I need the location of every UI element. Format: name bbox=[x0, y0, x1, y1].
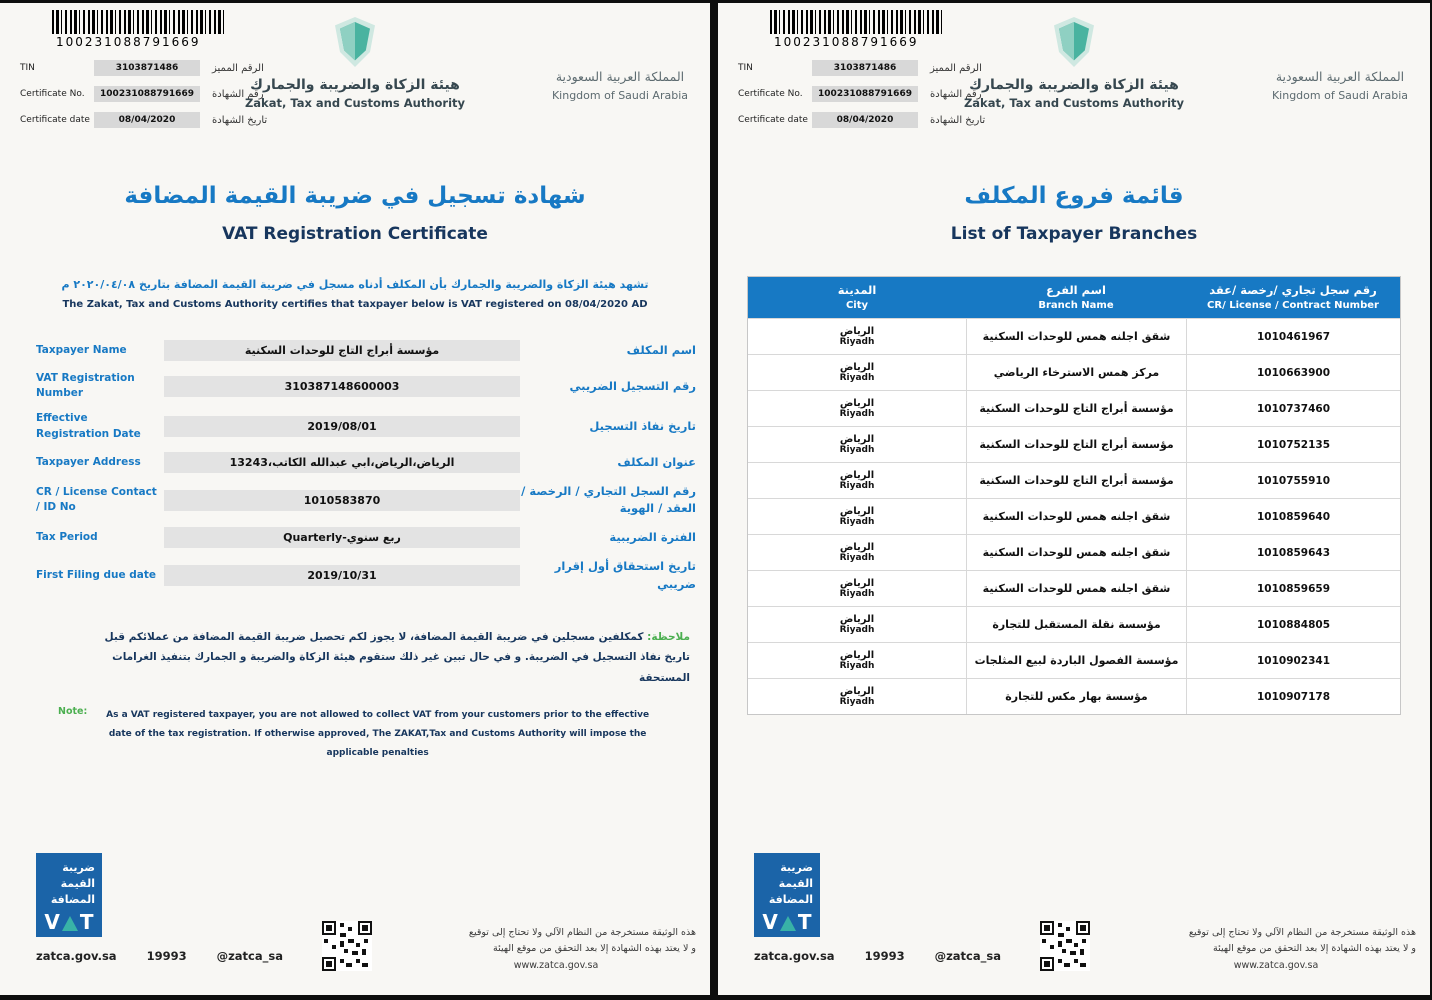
field-label-ar: عنوان المكلف bbox=[617, 454, 696, 469]
certificate-fields bbox=[36, 340, 696, 593]
branch-number-cell bbox=[1186, 678, 1400, 714]
disclaimer-line1: هذه الوثيقة مستخرجة من النظام الآلي ولا تحتاج إلى توقيع bbox=[1188, 927, 1416, 938]
certificate-no-label-en: Certificate No. bbox=[738, 89, 803, 99]
phone-text: 19993 bbox=[146, 949, 187, 963]
tin-label-en: TIN bbox=[20, 63, 35, 73]
authority-name-en: Zakat, Tax and Customs Authority bbox=[963, 96, 1185, 110]
branch-name-cell bbox=[966, 318, 1186, 354]
city-en: Riyadh bbox=[839, 661, 875, 671]
vat-logo-ar-line1: ضريبة bbox=[780, 861, 813, 874]
kingdom-name-en: Kingdom of Saudi Arabia bbox=[1271, 89, 1408, 102]
branch-city-cell bbox=[748, 318, 966, 354]
branch-name-column-header bbox=[966, 277, 1186, 318]
branch-name-cell bbox=[966, 498, 1186, 534]
certificate-no-value: 100231088791669 bbox=[812, 86, 918, 102]
vat-logo bbox=[36, 853, 102, 937]
branch-name: شقق اجلنه همس للوحدات السكنية bbox=[982, 330, 1171, 343]
authority-name-en: Zakat, Tax and Customs Authority bbox=[244, 96, 466, 110]
branch-city-cell bbox=[748, 390, 966, 426]
city-ar: الرياض bbox=[839, 542, 875, 553]
certificate-date-label-ar: تاريخ الشهادة bbox=[930, 114, 986, 126]
field-label-en: Effective Registration Date bbox=[36, 412, 141, 440]
branches-title-en: List of Taxpayer Branches bbox=[950, 224, 1198, 244]
vat-logo-v: V bbox=[44, 909, 60, 934]
qr-code bbox=[322, 921, 372, 971]
branch-header-ar: اسم الفرع bbox=[1046, 283, 1106, 297]
city-ar: الرياض bbox=[839, 362, 875, 373]
kingdom-name bbox=[1272, 69, 1408, 102]
cr-number-column-header bbox=[1186, 277, 1400, 318]
branch-row bbox=[748, 678, 1400, 714]
vat-triangle-icon bbox=[780, 916, 796, 931]
effective-registration-date-row bbox=[36, 411, 696, 441]
disclaimer-line1: هذه الوثيقة مستخرجة من النظام الآلي ولا تحتاج إلى توقيع bbox=[468, 927, 696, 938]
branch-row bbox=[748, 642, 1400, 678]
vat-certificate-page bbox=[0, 3, 710, 995]
barcode-number: 100231088791669 bbox=[56, 35, 201, 49]
field-label-ar: الفترة الضريبية bbox=[609, 530, 696, 545]
cr-license-value: 1010583870 bbox=[164, 490, 520, 511]
field-label-en: First Filing due date bbox=[36, 569, 157, 582]
qr-code bbox=[1040, 921, 1090, 971]
vat-logo-word bbox=[43, 909, 95, 934]
authority-logo-block bbox=[190, 15, 520, 110]
branch-city-cell bbox=[748, 606, 966, 642]
city-ar: الرياض bbox=[839, 614, 875, 625]
branch-number-cell bbox=[1186, 354, 1400, 390]
branch-city-cell bbox=[748, 354, 966, 390]
tin-value: 3103871486 bbox=[94, 60, 200, 76]
branch-name: مؤسسة بهار مكس للتجارة bbox=[1005, 690, 1148, 703]
branch-row bbox=[748, 606, 1400, 642]
certificate-date-label-en: Certificate date bbox=[20, 115, 90, 125]
field-label-ar: تاريخ استحقاق أول إقرار ضريبي bbox=[554, 559, 696, 591]
branch-city-cell bbox=[748, 642, 966, 678]
certificate-date-value: 08/04/2020 bbox=[94, 112, 200, 128]
branch-city-cell bbox=[748, 678, 966, 714]
certificate-title-ar: شهادة تسجيل في ضريبة القيمة المضافة bbox=[124, 183, 586, 209]
tax-period-row bbox=[36, 527, 696, 548]
branch-header-en: Branch Name bbox=[1038, 300, 1114, 311]
vat-logo-ar-line3: المضافة bbox=[50, 892, 95, 906]
cr-license-row bbox=[36, 483, 696, 518]
city-ar: الرياض bbox=[839, 578, 875, 589]
city-en: Riyadh bbox=[839, 517, 875, 527]
branch-number-cell bbox=[1186, 318, 1400, 354]
branches-title-ar: قائمة فروع المكلف bbox=[964, 183, 1184, 209]
branch-name: مؤسسة أبراج التاج للوحدات السكنية bbox=[979, 402, 1174, 415]
tin-label-ar: الرقم المميز bbox=[212, 62, 264, 74]
vat-logo-ar-line1: ضريبة bbox=[62, 861, 95, 874]
barcode-number: 100231088791669 bbox=[774, 35, 919, 49]
city-en: Riyadh bbox=[839, 373, 875, 383]
branch-city-cell bbox=[748, 498, 966, 534]
tin-label-en: TIN bbox=[738, 63, 753, 73]
authority-name-ar: هيئة الزكاة والضريبة والجمارك bbox=[969, 77, 1179, 93]
vat-logo-ar-line3: المضافة bbox=[768, 892, 813, 906]
note-text-en: As a VAT registered taxpayer, you are not allowed to collect VAT from your customers prior to the effective date of the tax registration. If otherwise approved, The ZAKAT,Tax and Customs Authority will impose the applicable penalties bbox=[106, 710, 650, 759]
branch-city-cell bbox=[748, 462, 966, 498]
certificate-no-value: 100231088791669 bbox=[94, 86, 200, 102]
city-en: Riyadh bbox=[839, 697, 875, 707]
branch-row bbox=[748, 498, 1400, 534]
vat-logo bbox=[754, 853, 820, 937]
city-en: Riyadh bbox=[839, 445, 875, 455]
city-en: Riyadh bbox=[839, 409, 875, 419]
branch-name-cell bbox=[966, 534, 1186, 570]
city-en: Riyadh bbox=[839, 589, 875, 599]
vat-logo-ar-line2: القيمة bbox=[778, 876, 813, 890]
certificate-title-en: VAT Registration Certificate bbox=[222, 224, 488, 244]
city-en: Riyadh bbox=[839, 553, 875, 563]
footer-disclaimer bbox=[416, 925, 696, 974]
kingdom-name-ar: المملكة العربية السعودية bbox=[1275, 69, 1405, 84]
disclaimer-url: www.zatca.gov.sa bbox=[1233, 960, 1319, 972]
first-filing-due-date-row bbox=[36, 558, 696, 593]
zatca-logo-icon bbox=[330, 15, 380, 69]
taxpayer-name-row bbox=[36, 340, 696, 361]
branch-number: 1010907178 bbox=[1256, 690, 1331, 703]
branch-number: 1010752135 bbox=[1256, 438, 1331, 451]
field-label-ar: رقم السجل التجاري / الرخصة / العقد / الهوية bbox=[521, 483, 696, 516]
tin-value: 3103871486 bbox=[812, 60, 918, 76]
note-arabic bbox=[95, 627, 690, 688]
branch-number: 1010461967 bbox=[1256, 330, 1331, 343]
kingdom-name-en: Kingdom of Saudi Arabia bbox=[551, 89, 688, 102]
branch-number-cell bbox=[1186, 606, 1400, 642]
field-label-ar: رقم التسجيل الضريبي bbox=[569, 378, 696, 393]
tax-period-value: Quarterly-ربع سنوي bbox=[164, 527, 520, 548]
disclaimer-url: www.zatca.gov.sa bbox=[513, 960, 599, 972]
field-label-en: Taxpayer Name bbox=[36, 343, 127, 356]
branch-name: شقق اجلنه همس للوحدات السكنية bbox=[982, 546, 1171, 559]
branch-name: مركز همس الاسترخاء الرياضي bbox=[993, 366, 1160, 379]
branch-name: مؤسسة نقلة المستقبل للتجارة bbox=[992, 618, 1161, 631]
contact-row bbox=[754, 949, 1001, 963]
website-text: zatca.gov.sa bbox=[754, 949, 835, 963]
branch-number: 1010755910 bbox=[1256, 474, 1331, 487]
branch-row bbox=[748, 354, 1400, 390]
branches-page bbox=[718, 3, 1430, 995]
page-footer bbox=[718, 845, 1430, 995]
branch-number: 1010859659 bbox=[1256, 582, 1331, 595]
branch-number: 1010884805 bbox=[1256, 618, 1331, 631]
cr-number-header-ar: رقم سجل تجاري /رخصة /عقد bbox=[1209, 283, 1377, 297]
branch-number-cell bbox=[1186, 426, 1400, 462]
footer-disclaimer bbox=[1136, 925, 1416, 974]
page-footer bbox=[0, 845, 710, 995]
branch-number-cell bbox=[1186, 498, 1400, 534]
vat-logo-t: T bbox=[797, 909, 812, 934]
effective-registration-date-value: 2019/08/01 bbox=[164, 416, 520, 437]
phone-text: 19993 bbox=[864, 949, 905, 963]
social-handle-text: @zatca_sa bbox=[216, 949, 283, 963]
vat-triangle-icon bbox=[62, 916, 78, 931]
branch-row bbox=[748, 426, 1400, 462]
city-ar: الرياض bbox=[839, 470, 875, 481]
vat-logo-t: T bbox=[79, 909, 94, 934]
kingdom-name-ar: المملكة العربية السعودية bbox=[555, 69, 685, 84]
branch-row bbox=[748, 570, 1400, 606]
branch-number: 1010859640 bbox=[1256, 510, 1331, 523]
first-filing-due-date-value: 2019/10/31 bbox=[164, 565, 520, 586]
branch-number: 1010902341 bbox=[1256, 654, 1331, 667]
city-column-header bbox=[748, 277, 966, 318]
city-ar: الرياض bbox=[839, 398, 875, 409]
zatca-logo-icon bbox=[1049, 15, 1099, 69]
certificate-date-row bbox=[20, 112, 267, 128]
branch-number-cell bbox=[1186, 642, 1400, 678]
city-ar: الرياض bbox=[839, 326, 875, 337]
authority-name-ar: هيئة الزكاة والضريبة والجمارك bbox=[250, 77, 460, 93]
branch-name-cell bbox=[966, 678, 1186, 714]
disclaimer-line2: و لا يعتد بهذه الشهادة إلا بعد التحقق من موقع الهيئة bbox=[1213, 943, 1416, 955]
branch-number-cell bbox=[1186, 534, 1400, 570]
certificate-date-row bbox=[738, 112, 985, 128]
field-label-en: Taxpayer Address bbox=[36, 455, 141, 468]
certificate-date-label-en: Certificate date bbox=[738, 115, 808, 125]
website-text: zatca.gov.sa bbox=[36, 949, 117, 963]
city-en: Riyadh bbox=[839, 337, 875, 347]
branch-number-cell bbox=[1186, 462, 1400, 498]
branch-name: مؤسسة الفصول الباردة لبيع المثلجات bbox=[974, 654, 1179, 667]
branches-table-header bbox=[748, 277, 1400, 318]
branch-number-cell bbox=[1186, 390, 1400, 426]
certificate-date-label-ar: تاريخ الشهادة bbox=[212, 114, 268, 126]
city-ar: الرياض bbox=[839, 434, 875, 445]
branch-row bbox=[748, 534, 1400, 570]
certificate-no-label-ar: رقم الشهادة bbox=[930, 88, 982, 100]
authority-logo-block bbox=[909, 15, 1239, 110]
city-en: Riyadh bbox=[839, 625, 875, 635]
tin-label-ar: الرقم المميز bbox=[930, 62, 982, 74]
branch-row bbox=[748, 462, 1400, 498]
branch-number: 1010859643 bbox=[1256, 546, 1331, 559]
taxpayer-address-value: الرياض،الرياض،ابي عبدالله الكاتب،13243 bbox=[164, 452, 520, 473]
field-label-ar: تاريخ نفاذ التسجيل bbox=[589, 419, 696, 434]
branch-name-cell bbox=[966, 426, 1186, 462]
disclaimer-line2: و لا يعتد بهذه الشهادة إلا بعد التحقق من موقع الهيئة bbox=[493, 943, 696, 955]
note-label-en: Note: bbox=[58, 706, 88, 718]
social-handle-text: @zatca_sa bbox=[934, 949, 1001, 963]
certification-statement-en: The Zakat, Tax and Customs Authority certifies that taxpayer below is VAT registered on 08/04/2020 AD bbox=[62, 299, 648, 310]
branch-number-cell bbox=[1186, 570, 1400, 606]
branch-city-cell bbox=[748, 534, 966, 570]
branch-name-cell bbox=[966, 642, 1186, 678]
vat-logo-v: V bbox=[762, 909, 778, 934]
branch-name: شقق اجلنه همس للوحدات السكنية bbox=[982, 510, 1171, 523]
cr-number-header-en: CR/ License / Contract Number bbox=[1207, 300, 1379, 311]
branch-name-cell bbox=[966, 354, 1186, 390]
branch-row bbox=[748, 318, 1400, 354]
branch-name: مؤسسة أبراج التاج للوحدات السكنية bbox=[979, 438, 1174, 451]
branch-name: مؤسسة أبراج التاج للوحدات السكنية bbox=[979, 474, 1174, 487]
field-label-en: VAT Registration Number bbox=[36, 372, 135, 400]
branch-number: 1010737460 bbox=[1256, 402, 1331, 415]
city-en: Riyadh bbox=[839, 481, 875, 491]
certification-statement-ar: تشهد هيئة الزكاة والضريبة والجمارك بأن المكلف أدناه مسجل في ضريبة القيمة المضافة بتاريخ ٢٠٢٠/٠٤/٠٨ م bbox=[61, 278, 649, 291]
city-ar: الرياض bbox=[839, 650, 875, 661]
vat-registration-number-value: 310387148600003 bbox=[164, 376, 520, 397]
branch-name-cell bbox=[966, 570, 1186, 606]
note-text-ar: كمكلفين مسجلين في ضريبة القيمة المضافة، لا يجوز لكم تحصيل ضريبة القيمة المضافة من عملائكم قبل تاريخ نفاذ التسجيل في الضريبة. و في حال تبين غير ذلك ستقوم هيئة الزكاة والضريبة و الجمارك بتنفيذ الغرامات المستحقة bbox=[104, 630, 690, 684]
taxpayer-name-value: مؤسسة أبراج التاج للوحدات السكنية bbox=[164, 340, 520, 361]
branch-name-cell bbox=[966, 462, 1186, 498]
certificate-date-value: 08/04/2020 bbox=[812, 112, 918, 128]
page-header bbox=[718, 3, 1430, 153]
page-header bbox=[0, 3, 710, 153]
kingdom-name bbox=[552, 69, 688, 102]
branch-name-cell bbox=[966, 390, 1186, 426]
field-label-en: CR / License Contact / ID No bbox=[36, 485, 157, 514]
branch-number: 1010663900 bbox=[1256, 366, 1331, 379]
city-header-en: City bbox=[845, 300, 869, 311]
field-label-en: Tax Period bbox=[36, 531, 98, 544]
city-ar: الرياض bbox=[839, 686, 875, 697]
field-label-ar: اسم المكلف bbox=[626, 342, 696, 357]
branch-name-cell bbox=[966, 606, 1186, 642]
note-label-ar: ملاحظة: bbox=[647, 630, 690, 643]
city-ar: الرياض bbox=[839, 506, 875, 517]
certificate-no-label-ar: رقم الشهادة bbox=[212, 88, 264, 100]
vat-logo-word bbox=[761, 909, 813, 934]
branch-name: شقق اجلنه همس للوحدات السكنية bbox=[982, 582, 1171, 595]
vat-logo-ar-line2: القيمة bbox=[60, 876, 95, 890]
vat-registration-number-row bbox=[36, 371, 696, 401]
branches-table bbox=[747, 276, 1401, 715]
contact-row bbox=[36, 949, 283, 963]
branch-city-cell bbox=[748, 570, 966, 606]
branch-city-cell bbox=[748, 426, 966, 462]
city-header-ar: المدينة bbox=[837, 283, 877, 297]
note-english bbox=[58, 706, 668, 763]
taxpayer-address-row bbox=[36, 452, 696, 473]
branch-row bbox=[748, 390, 1400, 426]
certificate-no-label-en: Certificate No. bbox=[20, 89, 85, 99]
